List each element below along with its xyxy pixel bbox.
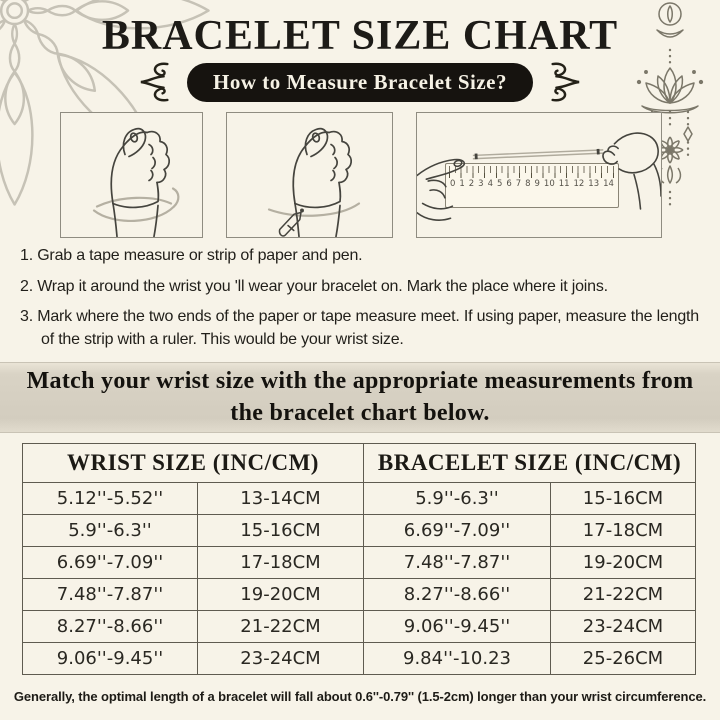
ruler-number: 1	[459, 179, 465, 189]
size-cell: 25-26CM	[551, 643, 696, 675]
size-cell: 7.48''-7.87''	[364, 547, 551, 579]
size-cell: 23-24CM	[551, 611, 696, 643]
ruler-number: 14	[603, 179, 614, 189]
hand-wrapped-tape-icon	[61, 113, 202, 237]
ruler-number: 6	[506, 179, 512, 189]
size-cell: 5.12''-5.52''	[23, 483, 198, 515]
ruler-number: 13	[588, 179, 600, 189]
size-cell: 8.27''-8.66''	[23, 611, 198, 643]
page-title: BRACELET SIZE CHART	[101, 13, 619, 59]
ruler-number: 4	[487, 179, 493, 189]
size-cell: 13-14CM	[198, 483, 364, 515]
mark-pen-illustration	[226, 112, 393, 238]
size-cell: 5.9''-6.3''	[23, 515, 198, 547]
bracelet-size-header: BRACELET SIZE (INC/CM)	[364, 444, 696, 483]
instructions	[20, 245, 712, 360]
size-cell: 17-18CM	[198, 547, 364, 579]
size-cell: 17-18CM	[551, 515, 696, 547]
size-cell: 6.69''-7.09''	[23, 547, 198, 579]
size-table-row	[23, 611, 696, 643]
size-cell: 19-20CM	[198, 579, 364, 611]
size-cell: 21-22CM	[198, 611, 364, 643]
size-table-row	[23, 643, 696, 675]
instruction-step: 3. Mark where the two ends of the paper or tape measure meet. If using paper, measure the length of the strip with a ruler. This would be your wrist size.	[20, 308, 699, 349]
ruler-number: 7	[515, 179, 522, 189]
flourish-bracket-left-icon	[139, 60, 173, 104]
flourish-bracket-right-icon	[547, 60, 581, 104]
illustration-row	[60, 112, 662, 238]
size-cell: 9.06''-9.45''	[364, 611, 551, 643]
ruler-measure-illustration	[416, 112, 662, 238]
instruction-step: 1. Grab a tape measure or strip of paper and pen.	[20, 247, 363, 264]
badge-row	[0, 60, 720, 104]
ruler-number: 12	[573, 179, 585, 189]
size-table-row	[23, 483, 696, 515]
wrap-tape-illustration	[60, 112, 203, 238]
ruler-number: 9	[534, 179, 540, 189]
ruler-number: 2	[468, 179, 475, 189]
size-cell: 5.9''-6.3''	[364, 483, 551, 515]
size-cell: 7.48''-7.87''	[23, 579, 198, 611]
instruction-step: 2. Wrap it around the wrist you 'll wear your bracelet on. Mark the place where it joins.	[20, 277, 608, 295]
table-header-row	[23, 444, 696, 483]
ruler-number: 0	[450, 179, 456, 189]
size-cell: 21-22CM	[551, 579, 696, 611]
size-table	[22, 443, 696, 675]
size-cell: 15-16CM	[551, 483, 696, 515]
how-to-measure-badge: How to Measure Bracelet Size?	[187, 63, 533, 102]
size-cell: 8.27''-8.66''	[364, 579, 551, 611]
match-banner	[0, 362, 720, 433]
size-cell: 9.06''-9.45''	[23, 643, 198, 675]
size-cell: 9.84''-10.23	[364, 643, 551, 675]
wrist-size-header: WRIST SIZE (INC/CM)	[23, 444, 364, 483]
ruler-number: 5	[496, 179, 503, 189]
ruler-number: 11	[558, 179, 570, 189]
ruler-number: 8	[525, 179, 531, 189]
hands-ruler-strip-icon	[417, 113, 661, 237]
size-table-row	[23, 547, 696, 579]
size-table-row	[23, 515, 696, 547]
size-cell: 19-20CM	[551, 547, 696, 579]
ruler-number: 3	[478, 179, 484, 189]
size-cell: 23-24CM	[198, 643, 364, 675]
footer-note: Generally, the optimal length of a bracelet will fall about 0.6''-0.79'' (1.5-2cm) longer than your wrist circumference.	[13, 689, 707, 704]
size-cell: 15-16CM	[198, 515, 364, 547]
banner-text: Match your wrist size with the appropriate measurements from the bracelet chart below.	[26, 367, 694, 426]
hand-pen-mark-icon	[227, 113, 392, 237]
size-table-row	[23, 579, 696, 611]
ruler-number: 10	[543, 179, 555, 189]
size-cell: 6.69''-7.09''	[364, 515, 551, 547]
